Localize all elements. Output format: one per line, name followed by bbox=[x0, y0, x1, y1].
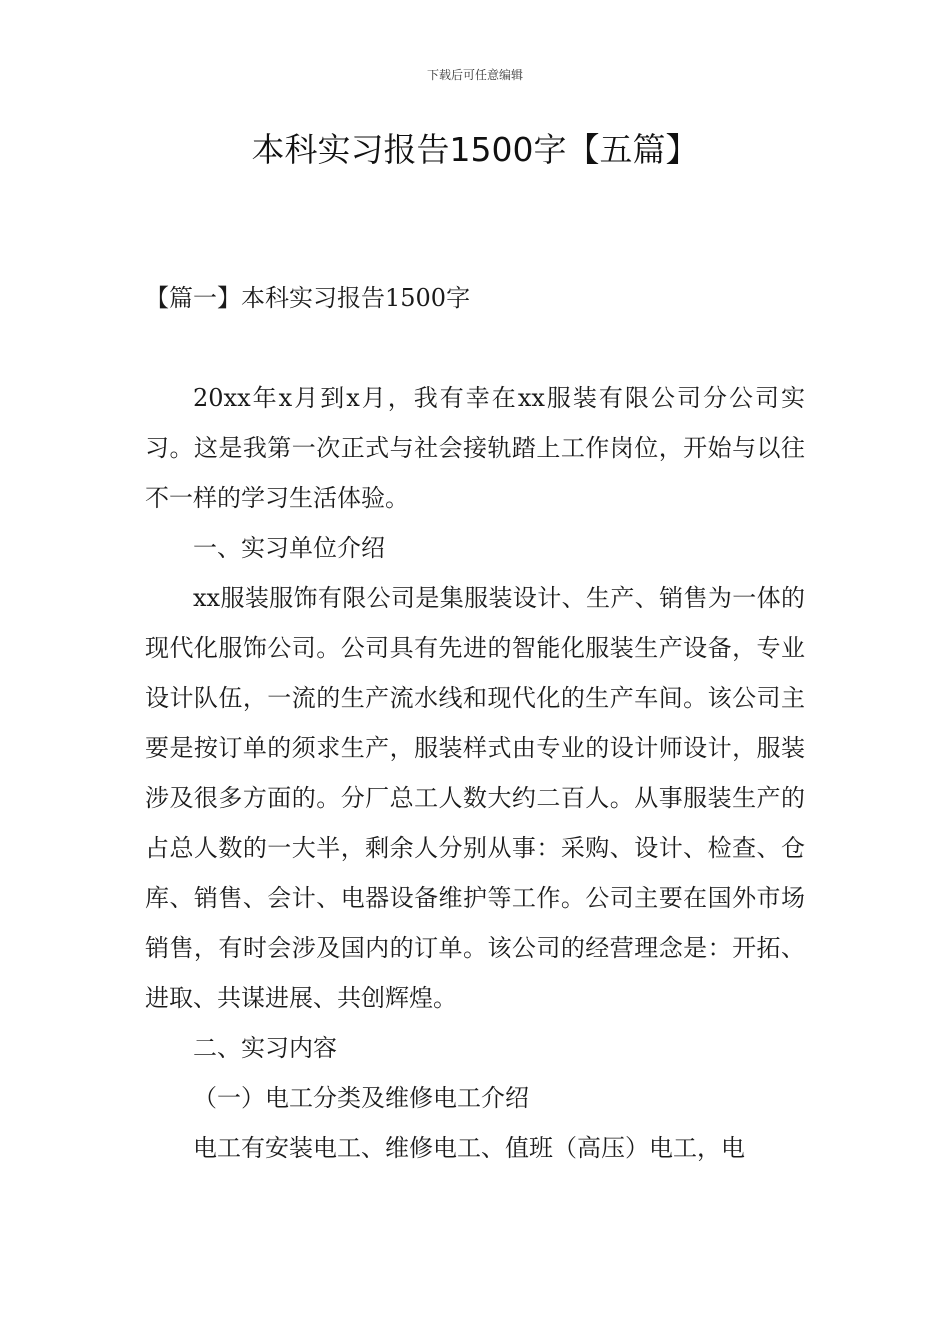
section-title: 【篇一】本科实习报告1500字 bbox=[145, 284, 471, 312]
heading-company-intro: 一、实习单位介绍 bbox=[193, 534, 385, 562]
paragraph-intro: 20xx年x月到x月，我有幸在xx服装有限公司分公司实习。这是我第一次正式与社会接轨踏上工作岗位，开始与以往不一样的学习生活体验。 bbox=[145, 384, 805, 512]
body-text bbox=[145, 373, 805, 1173]
document-title: 本科实习报告1500字【五篇】 bbox=[251, 130, 699, 169]
subheading-electrician: （一）电工分类及维修电工介绍 bbox=[193, 1084, 529, 1112]
heading-internship-content: 二、实习内容 bbox=[193, 1034, 337, 1062]
header-note: 下载后可任意编辑 bbox=[426, 68, 523, 82]
paragraph-electrician: 电工有安装电工、维修电工、值班（高压）电工，电 bbox=[193, 1134, 745, 1162]
paragraph-company: xx服装服饰有限公司是集服装设计、生产、销售为一体的现代化服饰公司。公司具有先进的智能化服装生产设备，专业设计队伍，一流的生产流水线和现代化的生产车间。该公司主要是按订单的须求生产，服装样式由专业的设计师设计，服装涉及很多方面的。分厂总工人数大约二百人。从事服装生产的占总人数的一大半，剩余人分别从事：采购、设计、检查、仓库、销售、会计、电器设备维护等工作。公司主要在国外市场销售，有时会涉及国内的订单。该公司的经营理念是：开拓、进取、共谋进展、共创辉煌。 bbox=[145, 584, 805, 1012]
